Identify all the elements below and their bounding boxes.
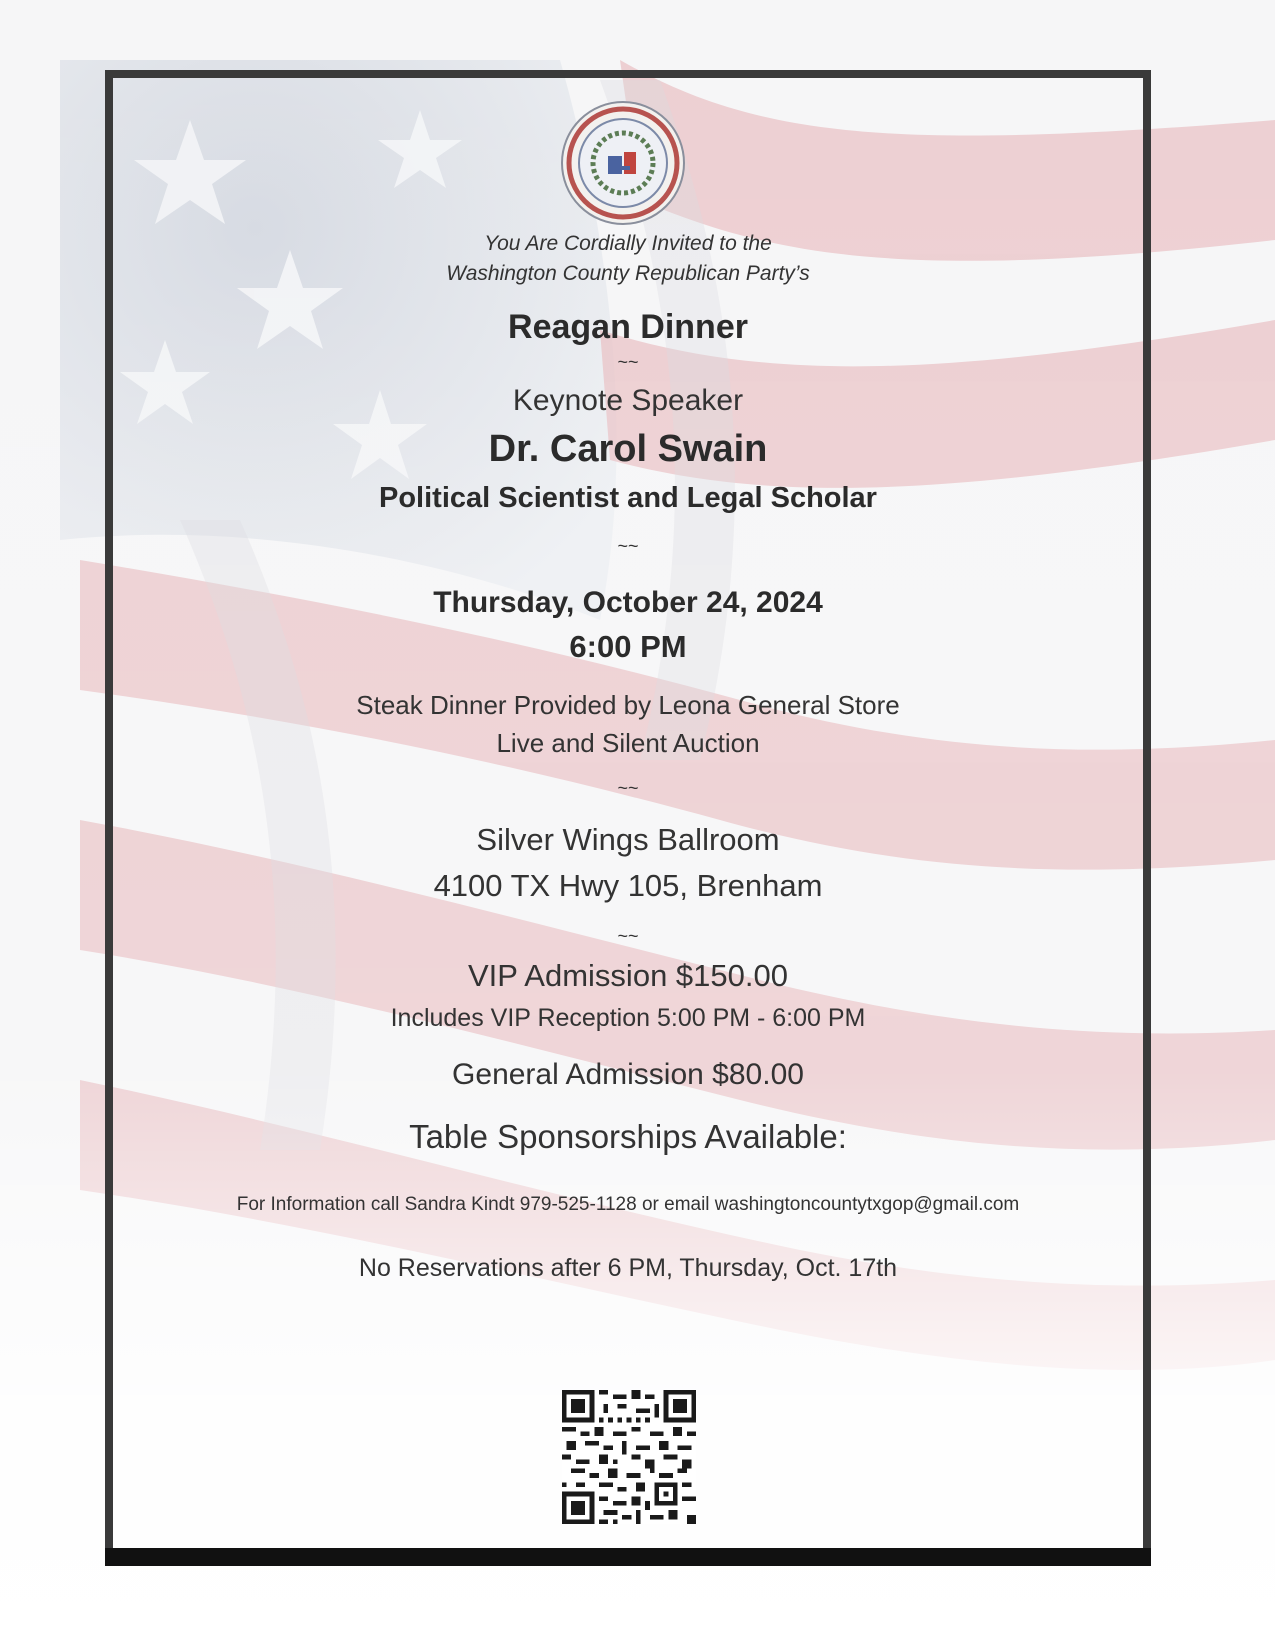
venue-address: 4100 TX Hwy 105, Brenham <box>433 868 823 903</box>
separator-2: ~~ <box>617 536 639 556</box>
invite-line-2: Washington County Republican Party’s <box>446 262 810 285</box>
venue-name: Silver Wings Ballroom <box>476 822 780 857</box>
vip-admission: VIP Admission $150.00 <box>468 958 788 993</box>
auction-info: Live and Silent Auction <box>496 728 760 758</box>
separator-4: ~~ <box>617 926 639 946</box>
separator-3: ~~ <box>617 778 639 798</box>
qr-code[interactable] <box>562 1390 696 1524</box>
vip-note: Includes VIP Reception 5:00 PM - 6:00 PM <box>390 1004 866 1032</box>
table-sponsorships: Table Sponsorships Available: <box>409 1118 847 1155</box>
border-frame-bottom <box>105 1548 1151 1566</box>
invite-line-1: You Are Cordially Invited to the <box>484 232 772 255</box>
event-date: Thursday, October 24, 2024 <box>433 586 823 619</box>
reservation-deadline: No Reservations after 6 PM, Thursday, Oct. 17th <box>358 1254 898 1282</box>
contact-info: For Information call Sandra Kindt 979-525-1128 or email washingtoncountytxgop@gmail.com <box>236 1194 1020 1215</box>
event-title: Reagan Dinner <box>508 308 748 346</box>
general-admission: General Admission $80.00 <box>452 1058 804 1091</box>
dinner-info: Steak Dinner Provided by Leona General Store <box>356 690 900 720</box>
event-time: 6:00 PM <box>569 629 687 664</box>
speaker-name: Dr. Carol Swain <box>488 428 768 470</box>
keynote-label: Keynote Speaker <box>512 384 744 417</box>
separator-1: ~~ <box>617 352 639 372</box>
republican-party-seal <box>560 100 686 226</box>
border-frame <box>105 70 1151 1566</box>
speaker-title: Political Scientist and Legal Scholar <box>379 482 877 514</box>
